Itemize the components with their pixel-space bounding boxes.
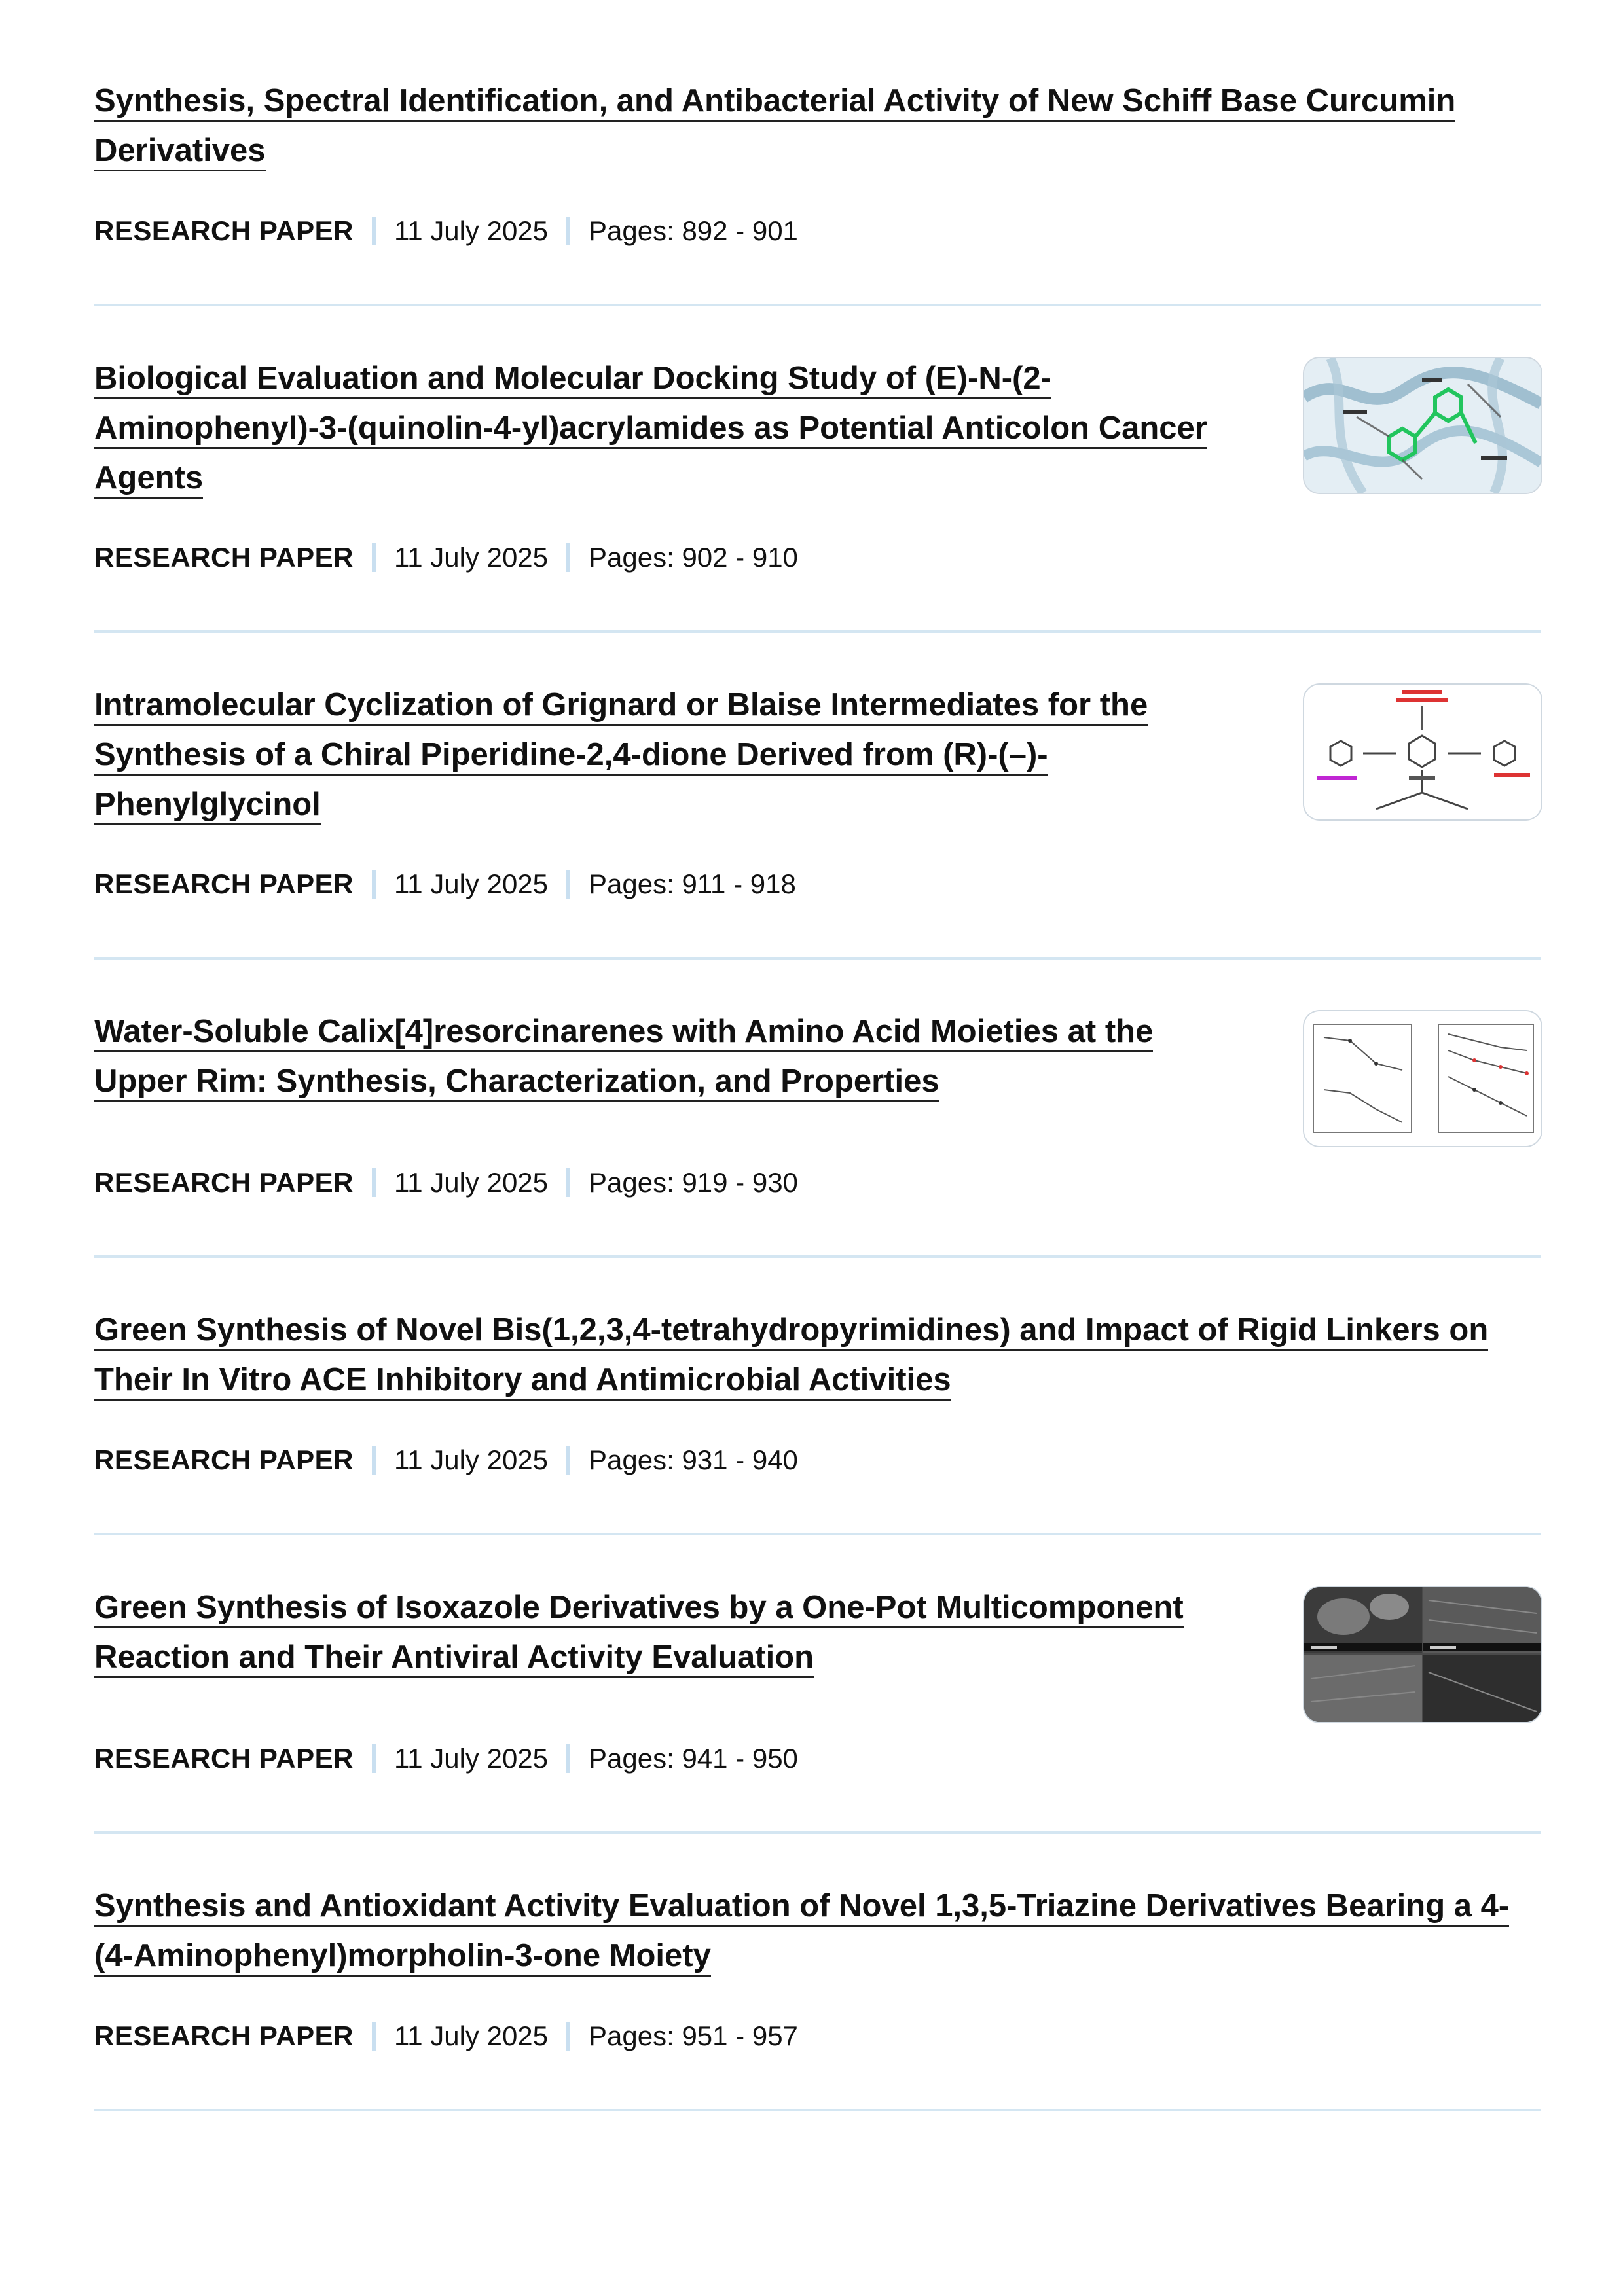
article-item: [94, 76, 1541, 175]
article-type-label: RESEARCH PAPER: [94, 215, 354, 246]
meta-separator: [372, 217, 376, 245]
molecular-docking-thumbnail[interactable]: [1303, 357, 1542, 494]
article-meta: [94, 538, 798, 577]
article-type-label: RESEARCH PAPER: [94, 869, 354, 899]
article-item: [94, 1881, 1541, 1981]
publication-date: 11 July 2025: [393, 1743, 549, 1774]
meta-separator: [372, 1744, 376, 1773]
article-divider: [94, 1831, 1541, 1834]
page-range: Pages: 892 - 901: [589, 215, 798, 246]
article-type-label: RESEARCH PAPER: [94, 1444, 354, 1475]
article-meta: [94, 1739, 798, 1778]
meta-separator: [566, 2022, 570, 2051]
article-meta: [94, 865, 796, 904]
page-range: Pages: 931 - 940: [589, 1444, 798, 1475]
meta-separator: [566, 1168, 570, 1197]
article-divider: [94, 630, 1541, 633]
molecular-docking-image: [1304, 358, 1541, 493]
publication-date: 11 July 2025: [393, 215, 549, 246]
article-title-link[interactable]: Synthesis and Antioxidant Activity Evaluation of Novel 1,3,5-Triazine Derivatives Bearing a 4-(4-Aminophenyl)morpholin-3-one Moiety: [94, 1881, 1541, 1981]
sem-micrograph-thumbnail[interactable]: [1303, 1586, 1542, 1723]
page-range: Pages: 911 - 918: [589, 869, 796, 899]
page-range: Pages: 919 - 930: [589, 1167, 798, 1198]
article-meta: [94, 211, 798, 251]
article-title-link[interactable]: Synthesis, Spectral Identification, and Antibacterial Activity of New Schiff Base Curcumin Derivatives: [94, 76, 1541, 175]
line-plot-image: [1304, 1011, 1541, 1146]
meta-separator: [566, 543, 570, 572]
article-divider: [94, 2109, 1541, 2111]
article-meta: [94, 1441, 798, 1480]
page-range: Pages: 902 - 910: [589, 542, 798, 573]
meta-separator: [566, 1744, 570, 1773]
article-title-link[interactable]: Intramolecular Cyclization of Grignard or Blaise Intermediates for the Synthesis of a Chiral Piperidine-2,4-dione Derived from (R)-(–)-Phenylglycinol: [94, 680, 1247, 829]
line-plot-thumbnail[interactable]: [1303, 1010, 1542, 1147]
publication-date: 11 July 2025: [393, 869, 549, 899]
page-range: Pages: 951 - 957: [589, 2020, 798, 2051]
article-type-label: RESEARCH PAPER: [94, 542, 354, 573]
article-divider: [94, 304, 1541, 306]
page-range: Pages: 941 - 950: [589, 1743, 798, 1774]
reaction-scheme-thumbnail[interactable]: [1303, 683, 1542, 821]
article-item: [94, 1305, 1541, 1405]
article-type-label: RESEARCH PAPER: [94, 1167, 354, 1198]
meta-separator: [566, 217, 570, 245]
meta-separator: [372, 543, 376, 572]
meta-separator: [566, 1446, 570, 1475]
publication-date: 11 July 2025: [393, 542, 549, 573]
article-title-link[interactable]: Green Synthesis of Isoxazole Derivatives by a One-Pot Multicomponent Reaction and Their Antiviral Activity Evaluation: [94, 1583, 1247, 1682]
meta-separator: [372, 1446, 376, 1475]
publication-date: 11 July 2025: [393, 1167, 549, 1198]
meta-separator: [372, 870, 376, 899]
article-type-label: RESEARCH PAPER: [94, 1743, 354, 1774]
article-divider: [94, 1255, 1541, 1258]
meta-separator: [372, 2022, 376, 2051]
article-title-link[interactable]: Water-Soluble Calix[4]resorcinarenes with Amino Acid Moieties at the Upper Rim: Synthesis, Characterization, and Properties: [94, 1007, 1247, 1106]
article-title-link[interactable]: Biological Evaluation and Molecular Docking Study of (E)-N-(2-Aminophenyl)-3-(quinolin-4-yl)acrylamides as Potential Anticolon Cancer Agents: [94, 353, 1247, 503]
publication-date: 11 July 2025: [393, 2020, 549, 2051]
meta-separator: [566, 870, 570, 899]
sem-micrograph-image: [1304, 1587, 1541, 1722]
article-title-link[interactable]: Green Synthesis of Novel Bis(1,2,3,4-tetrahydropyrimidines) and Impact of Rigid Linkers on Their In Vitro ACE Inhibitory and Antimicrobial Activities: [94, 1305, 1541, 1405]
article-divider: [94, 1533, 1541, 1535]
publication-date: 11 July 2025: [393, 1444, 549, 1475]
article-meta: [94, 1163, 798, 1202]
article-divider: [94, 957, 1541, 960]
meta-separator: [372, 1168, 376, 1197]
article-type-label: RESEARCH PAPER: [94, 2020, 354, 2051]
reaction-scheme-image: [1304, 685, 1541, 819]
article-meta: [94, 2017, 798, 2056]
